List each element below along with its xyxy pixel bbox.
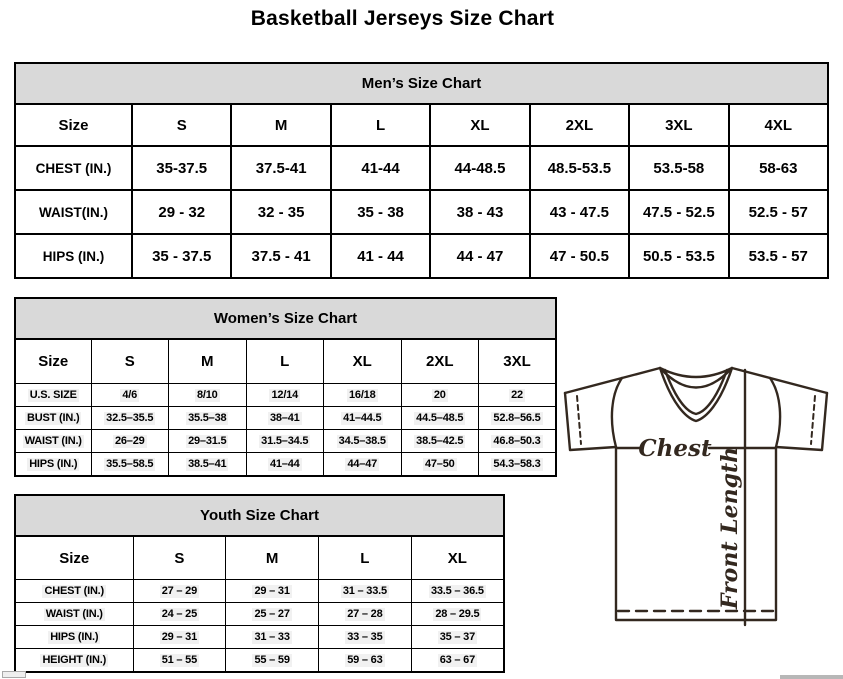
mens-cell: 58-63 (729, 146, 828, 190)
youth-cell: 51 – 55 (133, 649, 226, 673)
womens-cell: 38–41 (246, 407, 324, 430)
table-row (15, 649, 504, 673)
table-row (15, 234, 828, 278)
table-row (15, 146, 828, 190)
youth-cell: 31 – 33.5 (319, 580, 412, 603)
youth-cell: 33 – 35 (319, 626, 412, 649)
youth-row-label: HEIGHT (IN.) (15, 649, 133, 673)
youth-cell: 55 – 59 (226, 649, 319, 673)
table-row (15, 580, 504, 603)
womens-cell: 38.5–41 (169, 453, 247, 477)
table-row (15, 407, 556, 430)
womens-cell: 52.8–56.5 (479, 407, 557, 430)
womens-cell: 4/6 (91, 384, 169, 407)
youth-cell: 31 – 33 (226, 626, 319, 649)
mens-cell: 44 - 47 (430, 234, 529, 278)
youth-cell: 29 – 31 (133, 626, 226, 649)
mens-col-header: XL (430, 104, 529, 146)
youth-cell: 59 – 63 (319, 649, 412, 673)
womens-col-header: L (246, 339, 324, 384)
womens-row-label: U.S. SIZE (15, 384, 91, 407)
womens-col-header: 2XL (401, 339, 479, 384)
mens-cell: 52.5 - 57 (729, 190, 828, 234)
jersey-outline (565, 368, 660, 393)
youth-cell: 27 – 28 (319, 603, 412, 626)
youth-cell: 63 – 67 (411, 649, 504, 673)
mens-header-row (15, 104, 828, 146)
mens-col-header: M (231, 104, 330, 146)
womens-cell: 22 (479, 384, 557, 407)
mens-cell: 44-48.5 (430, 146, 529, 190)
scrollbar-fragment-right[interactable] (780, 675, 843, 679)
womens-col-header: M (169, 339, 247, 384)
womens-cell: 34.5–38.5 (324, 430, 402, 453)
table-row (15, 384, 556, 407)
womens-row-label: BUST (IN.) (15, 407, 91, 430)
mens-cell: 53.5 - 57 (729, 234, 828, 278)
mens-table-title: Men’s Size Chart (14, 62, 829, 103)
mens-row-label: WAIST(IN.) (15, 190, 132, 234)
mens-cell: 38 - 43 (430, 190, 529, 234)
youth-cell: 27 – 29 (133, 580, 226, 603)
youth-col-header: XL (411, 536, 504, 580)
youth-col-header: L (319, 536, 412, 580)
mens-cell: 37.5 - 41 (231, 234, 330, 278)
womens-cell: 29–31.5 (169, 430, 247, 453)
mens-cell: 43 - 47.5 (530, 190, 629, 234)
mens-row-label: CHEST (IN.) (15, 146, 132, 190)
youth-row-label: CHEST (IN.) (15, 580, 133, 603)
womens-table-title: Women’s Size Chart (14, 297, 557, 338)
youth-cell: 24 – 25 (133, 603, 226, 626)
youth-header-row (15, 536, 504, 580)
womens-cell: 44.5–48.5 (401, 407, 479, 430)
mens-cell: 48.5-53.5 (530, 146, 629, 190)
womens-col-header: 3XL (479, 339, 557, 384)
womens-row-label: WAIST (IN.) (15, 430, 91, 453)
table-row (15, 190, 828, 234)
womens-cell: 41–44.5 (324, 407, 402, 430)
youth-cell: 25 – 27 (226, 603, 319, 626)
youth-cell: 29 – 31 (226, 580, 319, 603)
front-length-label: Front Length (717, 446, 743, 610)
youth-col-header: Size (15, 536, 133, 580)
womens-cell: 46.8–50.3 (479, 430, 557, 453)
mens-cell: 37.5-41 (231, 146, 330, 190)
youth-cell: 28 – 29.5 (411, 603, 504, 626)
womens-cell: 26–29 (91, 430, 169, 453)
womens-cell: 31.5–34.5 (246, 430, 324, 453)
womens-col-header: Size (15, 339, 91, 384)
youth-col-header: S (133, 536, 226, 580)
womens-cell: 12/14 (246, 384, 324, 407)
mens-col-header: L (331, 104, 430, 146)
mens-cell: 29 - 32 (132, 190, 231, 234)
mens-col-header: 2XL (530, 104, 629, 146)
mens-size-table (14, 62, 829, 279)
jersey-collar (660, 368, 732, 377)
mens-cell: 41 - 44 (331, 234, 430, 278)
jersey-measurement-diagram (556, 360, 840, 628)
youth-cell: 35 – 37 (411, 626, 504, 649)
womens-cell: 8/10 (169, 384, 247, 407)
youth-col-header: M (226, 536, 319, 580)
youth-table-title: Youth Size Chart (14, 494, 505, 535)
mens-cell: 47 - 50.5 (530, 234, 629, 278)
mens-col-header: S (132, 104, 231, 146)
womens-cell: 54.3–58.3 (479, 453, 557, 477)
mens-cell: 53.5-58 (629, 146, 728, 190)
womens-header-row (15, 339, 556, 384)
youth-size-table (14, 494, 505, 673)
youth-row-label: HIPS (IN.) (15, 626, 133, 649)
mens-row-label: HIPS (IN.) (15, 234, 132, 278)
womens-cell: 32.5–35.5 (91, 407, 169, 430)
mens-cell: 35 - 38 (331, 190, 430, 234)
mens-cell: 35-37.5 (132, 146, 231, 190)
mens-col-header: 4XL (729, 104, 828, 146)
scrollbar-fragment-left[interactable] (2, 671, 26, 678)
womens-col-header: XL (324, 339, 402, 384)
mens-cell: 47.5 - 52.5 (629, 190, 728, 234)
mens-cell: 32 - 35 (231, 190, 330, 234)
womens-cell: 35.5–58.5 (91, 453, 169, 477)
mens-col-header: 3XL (629, 104, 728, 146)
mens-cell: 50.5 - 53.5 (629, 234, 728, 278)
mens-cell: 41-44 (331, 146, 430, 190)
womens-row-label: HIPS (IN.) (15, 453, 91, 477)
womens-cell: 44–47 (324, 453, 402, 477)
womens-cell: 38.5–42.5 (401, 430, 479, 453)
womens-cell: 20 (401, 384, 479, 407)
womens-cell: 41–44 (246, 453, 324, 477)
womens-cell: 47–50 (401, 453, 479, 477)
womens-size-table (14, 297, 557, 477)
page-title: Basketball Jerseys Size Chart (250, 7, 555, 30)
mens-cell: 35 - 37.5 (132, 234, 231, 278)
womens-cell: 16/18 (324, 384, 402, 407)
youth-cell: 33.5 – 36.5 (411, 580, 504, 603)
table-row (15, 430, 556, 453)
table-row (15, 603, 504, 626)
table-row (15, 453, 556, 477)
chest-label: Chest (638, 435, 712, 462)
womens-col-header: S (91, 339, 169, 384)
table-row (15, 626, 504, 649)
womens-cell: 35.5–38 (169, 407, 247, 430)
mens-col-header: Size (15, 104, 132, 146)
youth-row-label: WAIST (IN.) (15, 603, 133, 626)
